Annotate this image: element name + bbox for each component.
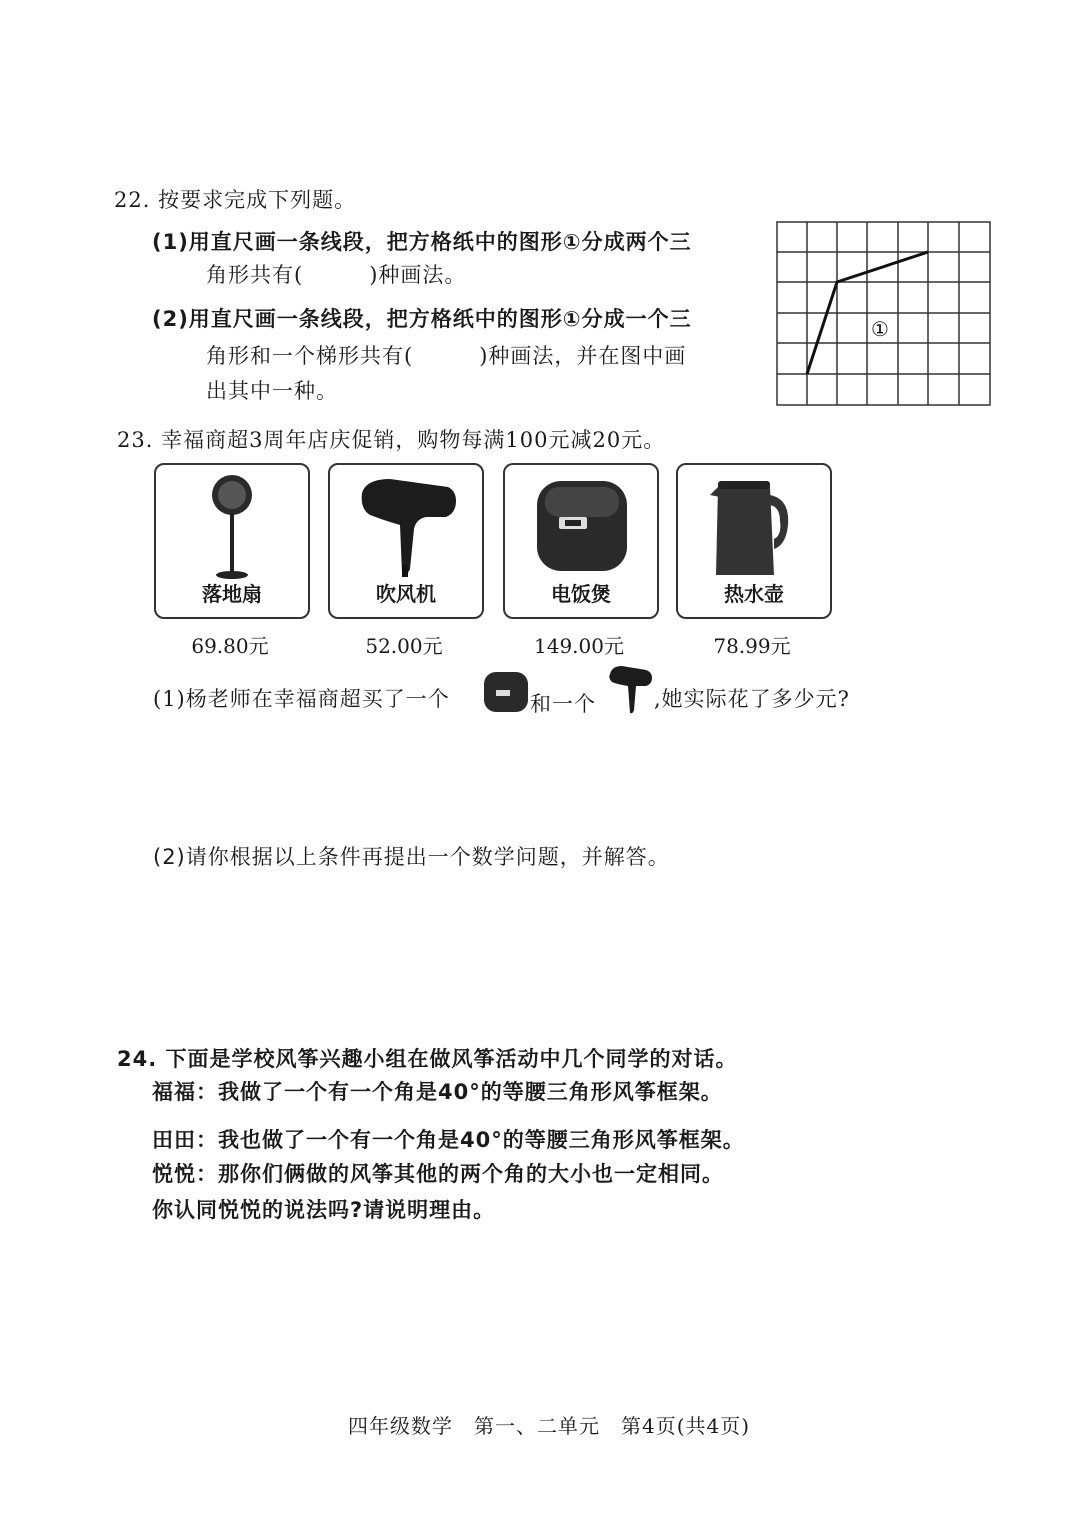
q22-part2-line2: 角形和一个梯形共有( )种画法，并在图中画 (206, 344, 687, 368)
hair-dryer-icon (330, 465, 482, 585)
product-name-kettle: 热水壶 (724, 582, 784, 606)
q24-line5: 你认同悦悦的说法吗?请说明理由。 (152, 1198, 496, 1222)
hair-dryer-inline-icon (606, 664, 654, 720)
figure-1-label: ① (871, 317, 889, 341)
q24-line2: 福福：我做了一个有一个角是40°的等腰三角形风筝框架。 (152, 1080, 723, 1104)
product-card-rice-cooker (503, 463, 659, 619)
q23-title: 23. 幸福商超3周年店庆促销，购物每满100元减20元。 (117, 428, 666, 452)
product-card-kettle (676, 463, 832, 619)
kettle-icon (678, 465, 830, 585)
q22-part1-line1: (1)用直尺画一条线段，把方格纸中的图形①分成两个三 (152, 230, 692, 254)
q22-part2-line3: 出其中一种。 (206, 379, 338, 403)
q22-part2-line1: (2)用直尺画一条线段，把方格纸中的图形①分成一个三 (152, 307, 692, 331)
q24-line1: 24. 下面是学校风筝兴趣小组在做风筝活动中几个同学的对话。 (117, 1047, 738, 1071)
q23-sub1-text-b: 和一个 (530, 692, 596, 716)
q22-title: 22. 按要求完成下列题。 (114, 188, 357, 212)
grid-paper-figure (776, 221, 992, 411)
product-price-dryer: 52.00元 (365, 634, 443, 658)
floor-fan-icon (156, 465, 308, 585)
product-price-fan: 69.80元 (191, 634, 269, 658)
product-card-dryer (328, 463, 484, 619)
product-price-kettle: 78.99元 (713, 634, 791, 658)
product-price-rice-cooker: 149.00元 (534, 634, 624, 658)
rice-cooker-icon (505, 465, 657, 585)
product-name-dryer: 吹风机 (376, 582, 436, 606)
page-footer: 四年级数学 第一、二单元 第4页(共4页) (348, 1414, 751, 1438)
q24-line3: 田田：我也做了一个有一个角是40°的等腰三角形风筝框架。 (152, 1128, 745, 1152)
q22-part1-line2: 角形共有( )种画法。 (206, 263, 467, 287)
product-name-rice-cooker: 电饭煲 (551, 582, 611, 606)
product-card-fan (154, 463, 310, 619)
q23-sub1-text-a: (1)杨老师在幸福商超买了一个 (153, 687, 450, 711)
rice-cooker-inline-icon (482, 668, 530, 718)
q24-line4: 悦悦：那你们俩做的风筝其他的两个角的大小也一定相同。 (152, 1162, 724, 1186)
q23-sub1-text-c: ,她实际花了多少元? (654, 687, 850, 711)
q23-sub2: (2)请你根据以上条件再提出一个数学问题，并解答。 (153, 845, 670, 869)
product-name-fan: 落地扇 (202, 582, 262, 606)
